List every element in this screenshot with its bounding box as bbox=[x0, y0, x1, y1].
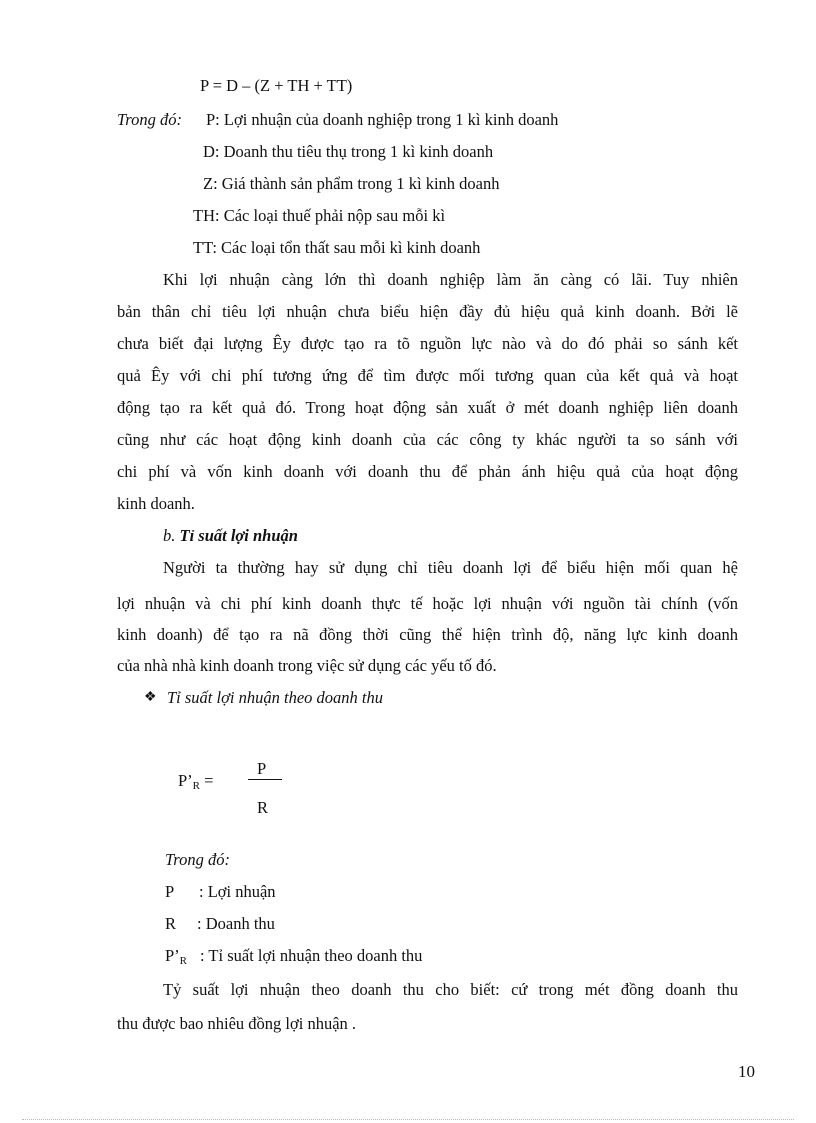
para3-line-1: Tỷ suất lợi nhuận theo doanh thu cho biết: cứ trong mét đồng doanh thu bbox=[163, 980, 738, 999]
section-heading bbox=[163, 526, 298, 546]
diamond-bullet-icon: ❖ bbox=[144, 690, 157, 705]
ratio-symbol: P’ bbox=[178, 771, 193, 790]
page-number: 10 bbox=[738, 1062, 755, 1081]
para1-line-2: bản thân chỉ tiêu lợi nhuận chưa biểu hiện đầy đủ hiệu quả kinh doanh. Bởi lẽ bbox=[117, 302, 738, 321]
definition-d: D: Doanh thu tiêu thụ trong 1 kì kinh doanh bbox=[203, 142, 494, 161]
definition-th: TH: Các loại thuế phải nộp sau mỗi kì bbox=[193, 206, 446, 225]
where-label: Trong đó: bbox=[117, 110, 182, 129]
definition-z: Z: Giá thành sản phẩm trong 1 kì kinh doanh bbox=[203, 174, 500, 193]
bullet-heading: Tỉ suất lợi nhuận theo doanh thu bbox=[167, 688, 383, 707]
para1-line-4: quả Êy với chi phí tương ứng để tìm được mối tương quan của kết quả và hoạt bbox=[117, 366, 738, 385]
symbol-r-desc: : Doanh thu bbox=[197, 914, 275, 933]
symbol-pr-main: P’ bbox=[165, 946, 180, 965]
footer-divider bbox=[22, 1119, 794, 1120]
para1-line-7: chi phí và vốn kinh doanh với doanh thu để phản ánh hiệu quả của hoạt động bbox=[117, 462, 738, 481]
formula-ratio-lhs bbox=[178, 771, 213, 796]
para1-line-1: Khi lợi nhuận càng lớn thì doanh nghiệp làm ăn càng có lãi. Tuy nhiên bbox=[163, 270, 738, 289]
para2-line-1: Người ta thường hay sử dụng chỉ tiêu doanh lợi để biểu hiện mối quan hệ bbox=[163, 558, 738, 577]
heading-title: Tỉ suất lợi nhuận bbox=[179, 526, 298, 545]
equals-sign: = bbox=[204, 771, 214, 790]
symbol-pr-desc: : Tỉ suất lợi nhuận theo doanh thu bbox=[200, 946, 423, 965]
fraction-numerator: P bbox=[257, 759, 267, 778]
ratio-subscript: R bbox=[192, 780, 201, 792]
para1-line-3: chưa biết đại lượng Êy được tạo ra tõ nguồn lực nào và do đó phải so sánh kết bbox=[117, 334, 738, 353]
para2-line-4: của nhà nhà kinh doanh trong việc sử dụng các yếu tố đó. bbox=[117, 656, 497, 675]
symbol-pr bbox=[165, 946, 187, 971]
symbol-p: P bbox=[165, 882, 175, 901]
para1-line-5: động tạo ra kết quả đó. Trong hoạt động sản xuất ở mét doanh nghiệp liên doanh bbox=[117, 398, 738, 417]
para1-line-8: kinh doanh. bbox=[117, 494, 195, 513]
fraction-bar bbox=[248, 779, 282, 780]
formula-profit: P = D – (Z + TH + TT) bbox=[200, 76, 353, 95]
symbol-pr-sub: R bbox=[179, 955, 188, 967]
definition-p: P: Lợi nhuận của doanh nghiệp trong 1 kì kinh doanh bbox=[206, 110, 559, 129]
heading-prefix: b. bbox=[163, 526, 176, 545]
definition-tt: TT: Các loại tổn thất sau mỗi kì kinh doanh bbox=[193, 238, 481, 257]
symbol-r: R bbox=[165, 914, 177, 933]
where-label-2: Trong đó: bbox=[165, 850, 230, 869]
para3-line-2: thu được bao nhiêu đồng lợi nhuận . bbox=[117, 1014, 357, 1033]
para2-line-3: kinh doanh) để tạo ra nã đồng thời cũng thể hiện trình độ, năng lực kinh doanh bbox=[117, 625, 738, 644]
fraction-denominator: R bbox=[257, 798, 269, 817]
para1-line-6: cũng như các hoạt động kinh doanh của các công ty khác người ta so sánh với bbox=[117, 430, 738, 449]
para2-line-2: lợi nhuận và chi phí kinh doanh thực tế hoặc lợi nhuận với nguồn tài chính (vốn bbox=[117, 594, 738, 613]
symbol-p-desc: : Lợi nhuận bbox=[199, 882, 276, 901]
